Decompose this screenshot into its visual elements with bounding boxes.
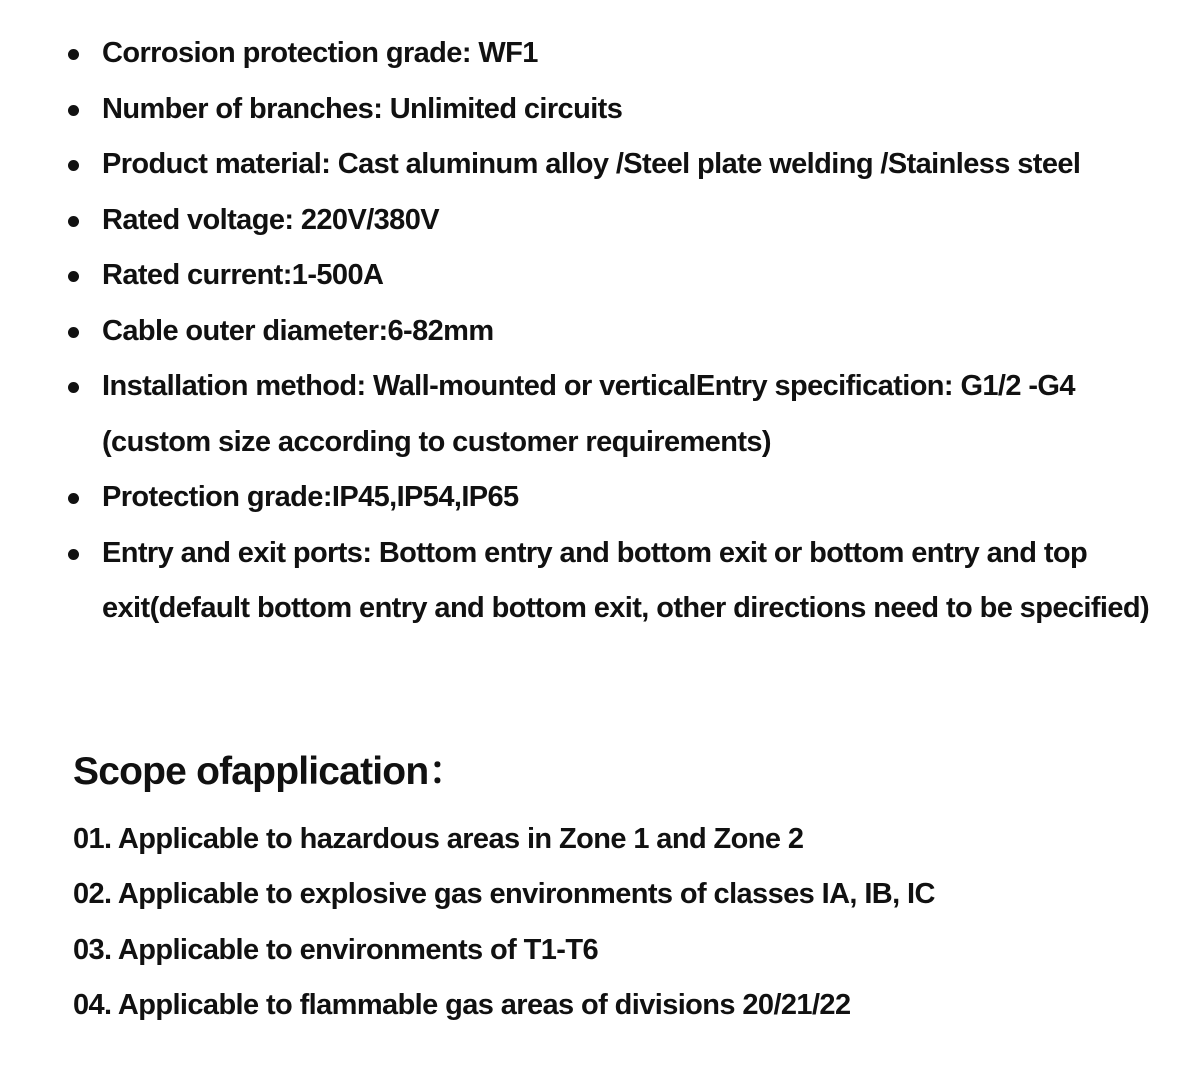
bullet-icon: [68, 549, 79, 560]
spec-text: Product material: Cast aluminum alloy /Steel plate welding /Stainless steel: [102, 148, 1081, 180]
bullet-icon: [68, 216, 79, 227]
spec-text: Installation method: Wall-mounted or verticalEntry specification: G1/2 -G4 (custom size according to customer requirements): [102, 370, 1075, 458]
spec-item-cable-diameter: [0, 304, 1200, 360]
bullet-icon: [68, 382, 79, 393]
scope-item-gas-classes: 02. Applicable to explosive gas environments of classes IA, IB, IC: [73, 878, 935, 911]
spec-item-installation: [0, 359, 1200, 470]
spec-text: Protection grade:IP45,IP54,IP65: [102, 481, 519, 513]
bullet-icon: [68, 49, 79, 60]
spec-item-entry-exit: [0, 526, 1200, 637]
spec-item-corrosion-grade: [0, 26, 1200, 82]
scope-item-temperature: 03. Applicable to environments of T1-T6: [73, 933, 599, 966]
spec-text: Entry and exit ports: Bottom entry and bottom exit or bottom entry and top exit(default bottom entry and bottom exit, other directions need to be specified): [102, 536, 1150, 624]
spec-item-material: [0, 137, 1200, 193]
spec-text: Cable outer diameter:6-82mm: [102, 314, 494, 347]
bullet-icon: [68, 105, 79, 116]
scope-item-zones: 01. Applicable to hazardous areas in Zone 1 and Zone 2: [73, 823, 804, 855]
spec-list: [0, 26, 1200, 637]
spec-item-rated-voltage: [0, 193, 1200, 249]
scope-item-divisions: 04. Applicable to flammable gas areas of divisions 20/21/22: [73, 988, 851, 1021]
spec-item-protection-grade: [0, 470, 1200, 526]
scope-list: [73, 812, 1173, 1033]
spec-text: Number of branches: Unlimited circuits: [102, 92, 623, 125]
bullet-icon: [68, 327, 79, 338]
spec-text: Rated voltage: 220V/380V: [102, 203, 439, 236]
spec-item-branches: [0, 82, 1200, 138]
spec-text: Rated current:1-500A: [102, 259, 384, 291]
bullet-icon: [68, 271, 79, 282]
spec-item-rated-current: [0, 248, 1200, 304]
bullet-icon: [68, 160, 79, 171]
bullet-icon: [68, 493, 79, 504]
spec-text: Corrosion protection grade: WF1: [102, 37, 538, 69]
scope-title: Scope ofapplication：: [73, 750, 467, 793]
